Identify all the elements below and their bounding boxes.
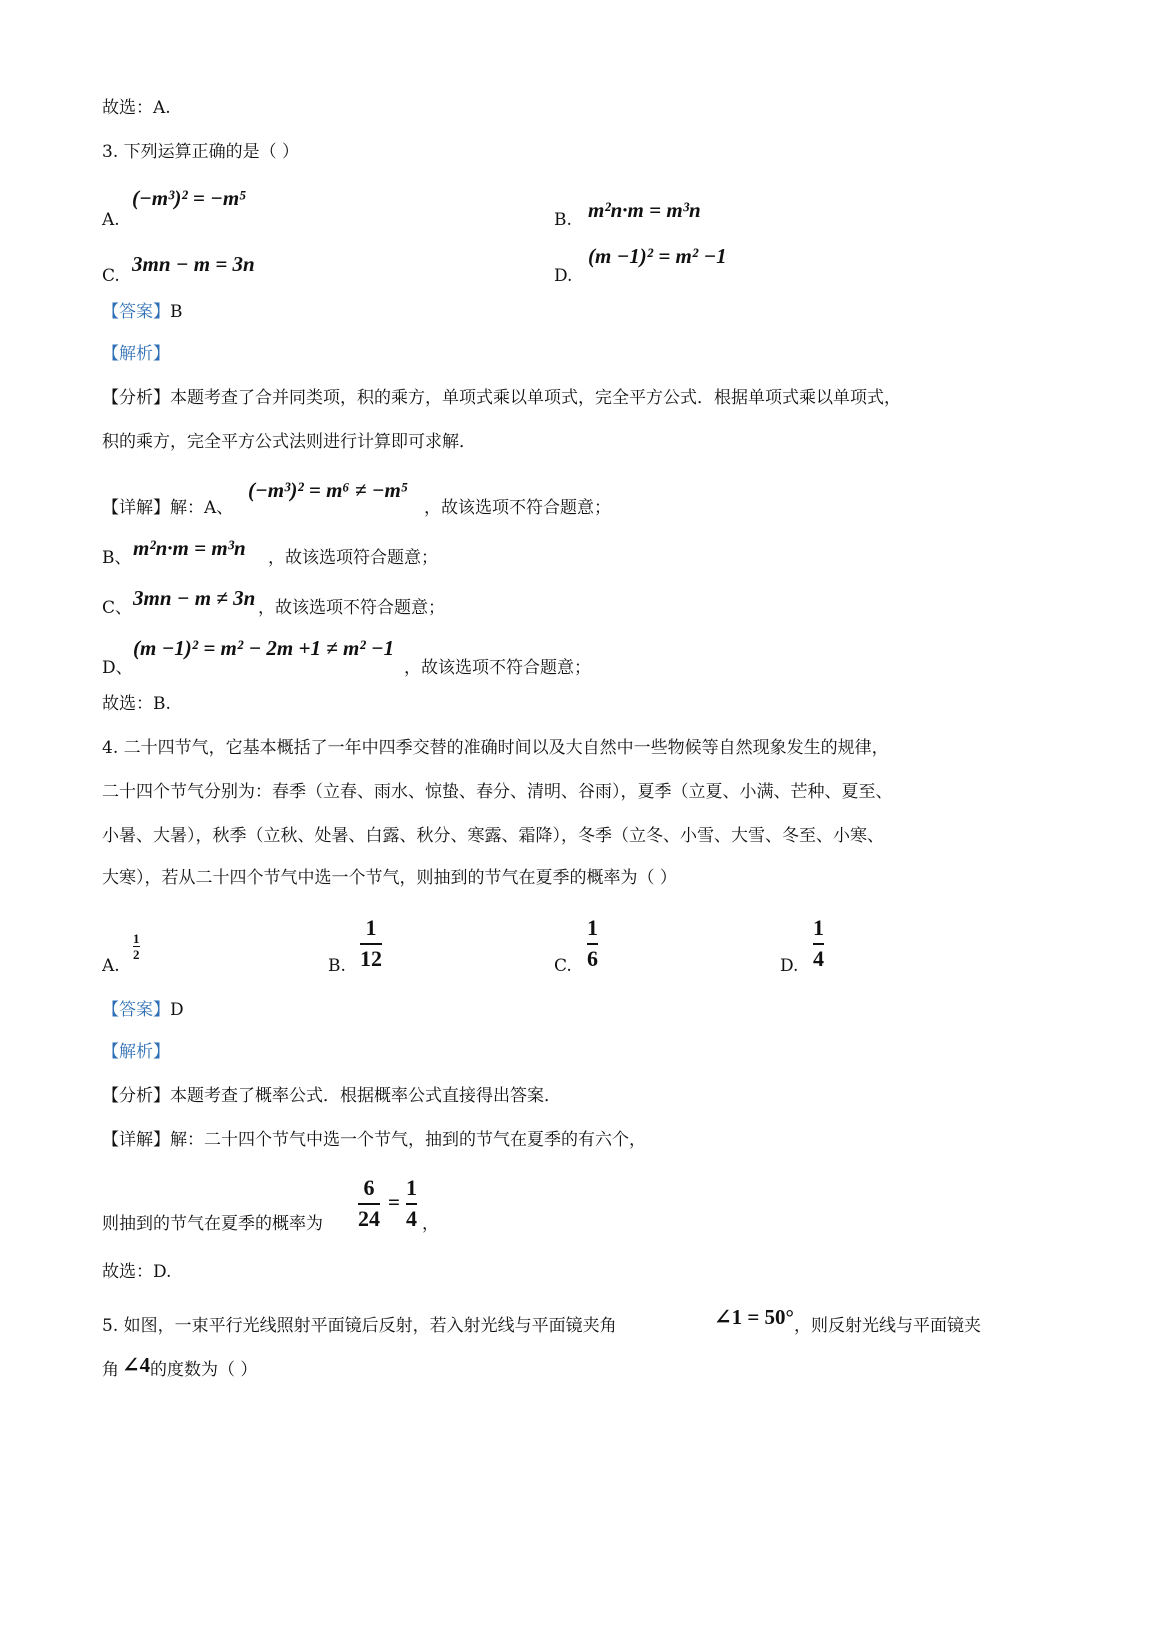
probability-line-suffix: ， (422, 1214, 439, 1234)
xiangjie-b: B、 (102, 548, 132, 568)
option-b-label: B. (554, 210, 572, 230)
option-c-label: C. (102, 266, 120, 286)
xiangjie-d-suffix: ，故该选项不符合题意； (404, 658, 591, 678)
angle-4-expression: ∠4 (122, 1353, 151, 1377)
xiangjie-a: 【详解】解：A、 (102, 498, 234, 518)
q4-option-a-fraction (133, 932, 140, 961)
question-4-line-3: 小暑、大暑），秋季（立秋、处暑、白露、秋分、寒露、霜降），冬季（立冬、小雪、大雪、冬至、小寒、 (102, 826, 884, 846)
fenxi-line-2: 积的乘方，完全平方公式法则进行计算即可求解． (102, 432, 476, 452)
xiangjie-d: D、 (102, 658, 133, 678)
probability-line-prefix: 则抽到的节气在夏季的概率为 (102, 1214, 323, 1234)
fraction-numerator: 6 (363, 1175, 375, 1200)
xiangjie-d-expression: (m −1)² = m² − 2m +1 ≠ m² −1 (133, 636, 395, 660)
xiangjie-b-suffix: ，故该选项符合题意； (268, 548, 438, 568)
question-5-line-1-post: ，则反射光线与平面镜夹 (794, 1316, 981, 1336)
fenxi-line-1: 【分析】本题考查了合并同类项，积的乘方，单项式乘以单项式，完全平方公式．根据单项式乘以单项式， (102, 388, 901, 408)
answer-value: D (170, 1000, 184, 1020)
q4-option-a-label: A. (102, 956, 120, 976)
q4-option-c-fraction (587, 916, 598, 971)
xiangjie-c: C、 (102, 598, 133, 618)
question-3-stem: 3. 下列运算正确的是（ ） (102, 142, 300, 162)
fraction-numerator: 1 (365, 915, 377, 940)
q4-option-b-fraction (360, 916, 382, 971)
analysis-tag-q4: 【解析】 (102, 1042, 170, 1062)
xiangjie-q4: 【详解】解：二十四个节气中选一个节气，抽到的节气在夏季的有六个， (102, 1130, 646, 1150)
question-5-line-2-pre: 角 (102, 1360, 119, 1380)
option-d-expression: (m −1)² = m² −1 (588, 244, 727, 268)
fraction-numerator: 1 (133, 931, 140, 946)
xiangjie-a-expression: (−m³)² = m⁶ ≠ −m⁵ (248, 478, 409, 502)
fenxi-q4: 【分析】本题考查了概率公式．根据概率公式直接得出答案． (102, 1086, 561, 1106)
choose-line-q2: 故选：A. (102, 98, 171, 118)
q4-option-b-label: B. (328, 956, 346, 976)
xiangjie-c-suffix: ，故该选项不符合题意； (258, 598, 445, 618)
q4-option-d-fraction (813, 916, 824, 971)
option-b-expression: m²n·m = m³n (588, 198, 701, 222)
equals-sign: = (388, 1190, 400, 1214)
fraction-numerator: 1 (813, 915, 824, 940)
answer-tag: 【答案】 (102, 302, 170, 322)
question-4-line-1: 4. 二十四节气，它基本概括了一年中四季交替的准确时间以及大自然中一些物候等自然现象发生的规律， (102, 738, 889, 758)
probability-fraction-1-4 (406, 1176, 417, 1231)
choose-line-q4: 故选：D. (102, 1262, 172, 1282)
xiangjie-a-suffix: ，故该选项不符合题意； (424, 498, 611, 518)
fraction-denominator: 4 (406, 1206, 417, 1231)
question-4-line-2: 二十四个节气分别为：春季（立春、雨水、惊蛰、春分、清明、谷雨），夏季（立夏、小满、芒种、夏至、 (102, 782, 893, 802)
fraction-denominator: 4 (813, 946, 824, 971)
analysis-tag-q3: 【解析】 (102, 344, 170, 364)
fraction-denominator: 24 (358, 1206, 380, 1231)
answer-line-q4 (102, 998, 184, 1022)
fraction-denominator: 2 (133, 947, 140, 962)
answer-tag: 【答案】 (102, 1000, 170, 1020)
option-c-expression: 3mn − m = 3n (132, 252, 255, 276)
fraction-denominator: 6 (587, 946, 598, 971)
fraction-numerator: 1 (406, 1175, 417, 1200)
question-4-line-4: 大寒），若从二十四个节气中选一个节气，则抽到的节气在夏季的概率为（ ） (102, 868, 677, 888)
q4-option-d-label: D. (780, 956, 799, 976)
xiangjie-b-expression: m²n·m = m³n (133, 536, 246, 560)
option-d-label: D. (554, 266, 573, 286)
angle-1-expression: ∠1 = 50° (714, 1305, 794, 1329)
fraction-numerator: 1 (587, 915, 598, 940)
probability-fraction-6-24 (358, 1176, 380, 1231)
option-a-expression: (−m³)² = −m⁵ (132, 186, 247, 210)
q4-option-c-label: C. (554, 956, 572, 976)
answer-line-q3 (102, 300, 183, 324)
answer-value: B (170, 302, 183, 322)
xiangjie-c-expression: 3mn − m ≠ 3n (133, 586, 256, 610)
choose-line-q3: 故选：B. (102, 694, 171, 714)
question-5-line-2-post: 的度数为（ ） (150, 1360, 258, 1380)
question-5-line-1: 5. 如图，一束平行光线照射平面镜后反射，若入射光线与平面镜夹角 (102, 1316, 617, 1336)
option-a-label: A. (102, 210, 120, 230)
fraction-denominator: 12 (360, 946, 382, 971)
